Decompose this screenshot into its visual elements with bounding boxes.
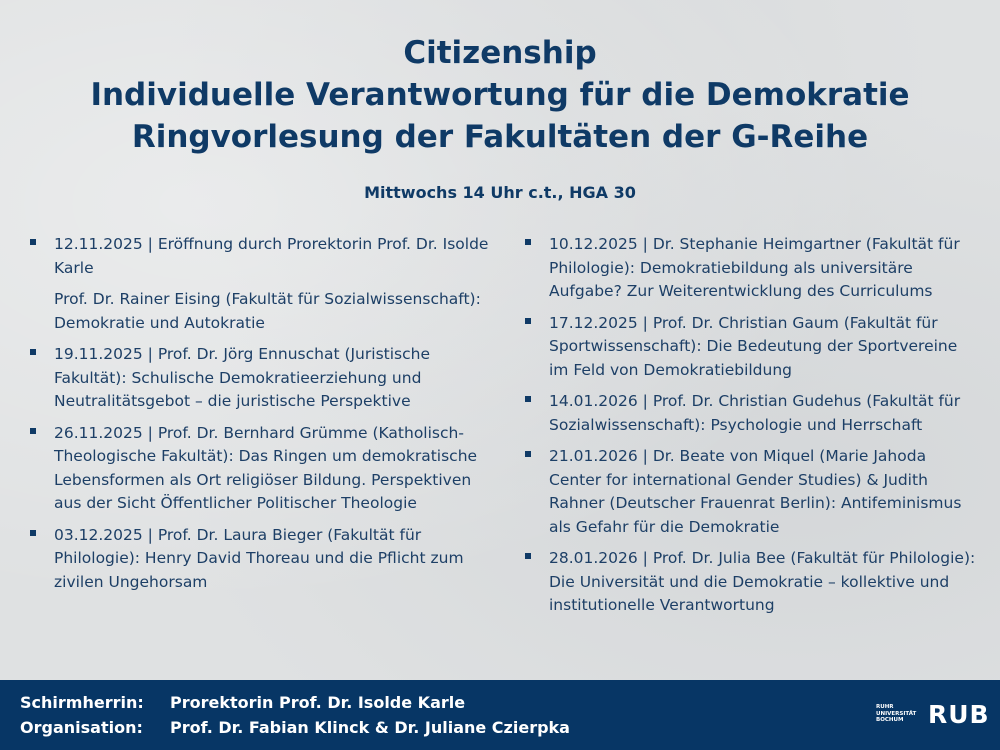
logo-line-2: UNIVERSITÄT: [876, 710, 917, 717]
square-bullet-icon: [30, 428, 36, 434]
list-item: [525, 233, 980, 304]
rub-logo: RUB: [928, 700, 990, 729]
list-item: [525, 312, 980, 383]
list-item: [30, 343, 500, 414]
square-bullet-icon: [525, 396, 531, 402]
lecture-text: 14.01.2026 | Prof. Dr. Christian Gudehus (Fakultät für Sozialwissenschaft): Psychologie und Herrschaft: [549, 392, 961, 434]
square-bullet-icon: [30, 349, 36, 355]
organisation-label: Organisation:: [20, 718, 143, 737]
university-wordmark: [876, 704, 916, 724]
left-lecture-list: [30, 233, 500, 602]
square-bullet-icon: [30, 239, 36, 245]
list-item: [30, 422, 500, 516]
title-line-3: Ringvorlesung der Fakultäten der G-Reihe: [131, 119, 869, 155]
lecture-text-extra: Prof. Dr. Rainer Eising (Fakultät für Sozialwissenschaft): Demokratie und Autokratie: [54, 290, 481, 332]
list-item: [525, 445, 980, 539]
organisation-value: Prof. Dr. Fabian Klinck & Dr. Juliane Czierpka: [170, 718, 570, 737]
footer-bar: [0, 680, 1000, 750]
lecture-text: 12.11.2025 | Eröffnung durch Prorektorin Prof. Dr. Isolde Karle: [54, 235, 489, 277]
list-item: [525, 390, 980, 437]
right-lecture-list: [525, 233, 980, 626]
square-bullet-icon: [525, 451, 531, 457]
title-line-1: Citizenship: [403, 35, 597, 71]
lecture-text: 26.11.2025 | Prof. Dr. Bernhard Grümme (Katholisch-Theologische Fakultät): Das Ringen um demokratische Lebensformen als Ort religiöser Bildung. Perspektiven aus der Sicht Öffentlicher Politischer Theologie: [54, 423, 478, 512]
lecture-text: 19.11.2025 | Prof. Dr. Jörg Ennuschat (Juristische Fakultät): Schulische Demokratieerziehung und Neutralitätsgebot – die juristische Perspektive: [54, 345, 430, 410]
lecture-text: 17.12.2025 | Prof. Dr. Christian Gaum (Fakultät für Sportwissenschaft): Die Bedeutung der Sportvereine im Feld von Demokratiebildung: [549, 313, 958, 379]
list-item: [30, 524, 500, 595]
patron-value: Prorektorin Prof. Dr. Isolde Karle: [170, 693, 466, 712]
square-bullet-icon: [525, 239, 531, 245]
square-bullet-icon: [525, 553, 531, 559]
lecture-text: 21.01.2026 | Dr. Beate von Miquel (Marie Jahoda Center for international Gender Studies) & Judith Rahner (Deutscher Frauenrat Berlin): Antifeminismus als Gefahr für die Demokratie: [549, 447, 962, 536]
logo-line-1: RUHR: [876, 704, 894, 710]
schedule-subtitle: Mittwochs 14 Uhr c.t., HGA 30: [364, 183, 636, 202]
list-item: [30, 233, 500, 335]
title-line-2: Individuelle Verantwortung für die Demokratie: [90, 77, 910, 113]
organisation-row: [20, 718, 570, 737]
patron-row: [20, 693, 465, 712]
logo-line-3: BOCHUM: [876, 717, 904, 723]
square-bullet-icon: [30, 530, 36, 536]
lecture-text: 10.12.2025 | Dr. Stephanie Heimgartner (Fakultät für Philologie): Demokratiebildung als universitäre Aufgabe? Zur Weiterentwicklung des Curriculums: [549, 235, 960, 300]
page-title: [0, 32, 1000, 158]
patron-label: Schirmherrin:: [20, 693, 144, 712]
lecture-text: 03.12.2025 | Prof. Dr. Laura Bieger (Fakultät für Philologie): Henry David Thoreau und die Pflicht zum zivilen Ungehorsam: [54, 525, 464, 591]
square-bullet-icon: [525, 318, 531, 324]
lecture-text: 28.01.2026 | Prof. Dr. Julia Bee (Fakultät für Philologie): Die Universität und die Demokratie – kollektive und institutionelle Verantwortung: [549, 549, 976, 614]
list-item: [525, 547, 980, 618]
